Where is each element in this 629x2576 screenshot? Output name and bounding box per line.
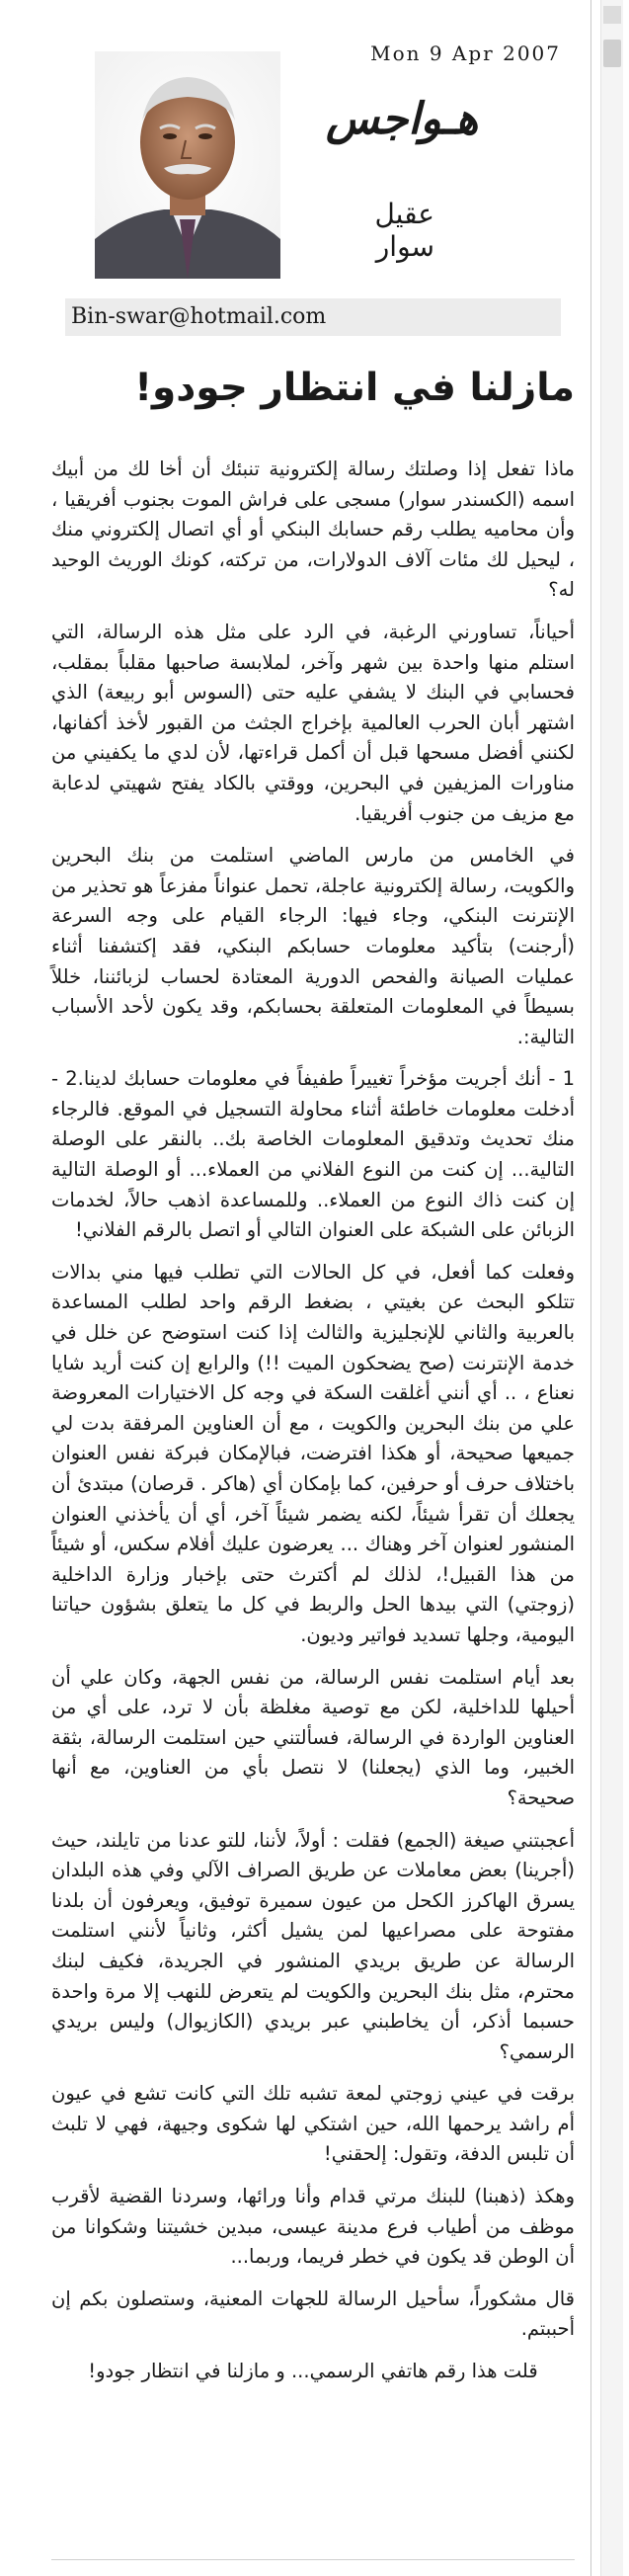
- author-name: عقيل سوار: [374, 198, 434, 263]
- article-paragraph: أحياناً، تساورني الرغبة، في الرد على مثل هذه الرسالة، التي استلم منها واحدة بين شهر وآخر، لملابسة صاحبها مقلباً بمقلب، فحسابي في البنك لا يشفي عليه حتى (السوس أبو ربيعة) الذي اشتهر أبان الحرب العالمية بإخراج الجثث من القبور لأخذ أكفانها، لكنني أفضل مسحها قبل أن أكمل قراءتها، لأن لدي ما يكفيني من مناورات المزيفين في البحرين، ووقتي بالكاد يفتح شهيتي لدعابة مع مزيف من جنوب أفريقيا.: [51, 620, 575, 825]
- article-paragraph: وهكذ (ذهبنا) للبنك مرتي قدام وأنا ورائها، وسردنا القضية لأقرب موظف من أطياب فرع مدينة عيسى، مبدين خشيتنا وشكوانا من أن الوطن قد يكون في خطر فريما، وربما...: [51, 2185, 575, 2269]
- article-closing-line: قلت هذا رقم هاتفي الرسمي... و مازلنا في انتظار جودو!: [88, 2360, 538, 2383]
- footer-divider: [51, 2559, 575, 2560]
- scroll-up-arrow[interactable]: [603, 6, 621, 24]
- publication-date: Mon 9 Apr 2007: [370, 42, 561, 65]
- author-photo: [95, 51, 280, 279]
- article-paragraph: بعد أيام استلمت نفس الرسالة، من نفس الجهة، وكان علي أن أحيلها للداخلية، لكن مع توصية مغلظة بأن لا ترد، على أي من العناوين الواردة في الرسالة، فسألتني حين استلمت الرسالة، بثقة الخبير، وما الذي (يجعلنا) لا نتصل بأي من العناوين، مع أنها صحيحة؟: [51, 1665, 575, 1809]
- article-paragraph: وفعلت كما أفعل، في كل الحالات التي تطلب فيها مني بدالات تتلكو البحث عن بغيتي ، بضغط الرقم واحد لطلب المساعدة بالعربية والثاني للإنجليزية والثالث إذا كنت استوضح عن خلل في خدمة الإنترنت (صح يضحكون الميت !!) والرابع إن كنت أريد شايا نعناع ، .. أي أنني أغلقت السكة في وجه كل الاختيارات المعروضة علي من بنك البحرين والكويت ، مع أن العناوين المرفقة بدت لي جميعها صحيحة، أو هكذا افترضت، فبالإمكان فبركة نفس العنوان باختلاف حرف أو حرفين، كما بإمكان أي (هاكر . قرصان) مبتدئ أن يجعلك أن تقرأ شيئاً، لكنه يضمر شيئاً آخر، أي أن يأخذني العنوان المنشور لعنوان آخر وهناك ... يعرضون عليك أفلام سكس، أو شيئاً من هذا القبيل!، لذلك لم أكترث حتى بإخبار وزارة الداخلية (زوجتي) التي بيدها الحل والربط في كل ما يتعلق بشؤون حياتنا اليومية، وجلها تسديد فواتير وديون.: [51, 1260, 575, 1646]
- article-paragraph: برقت في عيني زوجتي لمعة تشبه تلك التي كانت تشع في عيون أم راشد يرحمها الله، حين اشتكي لها شكوى وجيهة، فهي لا تلبث أن تلبس الدفة، وتقول: إلحقني!: [51, 2082, 575, 2166]
- article-paragraph: قال مشكوراً، سأحيل الرسالة للجهات المعنية، وستصلون بكم إن أحببتم.: [51, 2286, 575, 2341]
- scrollbar[interactable]: [600, 0, 623, 2576]
- author-email[interactable]: Bin-swar@hotmail.com: [65, 298, 561, 336]
- article-body: [51, 455, 575, 2399]
- article-paragraph: ماذا تفعل إذا وصلتك رسالة إلكترونية تنبئك أن أخا لك من أبيك اسمه (الكسندر سوار) مسجى على فراش الموت بجنوب أفريقيا ، وأن محاميه يطلب رقم حسابك البنكي أو أي اتصال إلكتروني منك ، ليحيل لك مئات آلاف الدولارات، من تركته، كونك الوريث الوحيد له؟: [51, 457, 575, 602]
- article-headline: مازلنا في انتظار جودو!: [134, 366, 575, 410]
- column-title: هـواجس: [326, 94, 479, 144]
- article-paragraph: في الخامس من مارس الماضي استلمت من بنك البحرين والكويت، رسالة إلكترونية عاجلة، تحمل عنواناً مفزعاً هو تحذير من الإنترنت البنكي، وجاء فيها: الرجاء القيام على وجه السرعة (أرجنت) بتأكيد معلومات حسابكم البنكي، فقد إكتشفنا أثناء عمليات الصيانة والفحص الدورية المعتادة لحساب لزبائننا، خللاً بسيطاً في المعلومات المتعلقة بحسابكم، وقد يكون لأحد الأسباب التالية:.: [51, 844, 575, 1048]
- article-paragraph: 1 - أنك أجريت مؤخراً تغييراً طفيفاً في معلومات حسابك لدينا.2 - أدخلت معلومات خاطئة أثناء محاولة التسجيل في الموقع. فالرجاء منك تحديث وتدقيق المعلومات الخاصة بك.. بالنقر على الوصلة التالية... إن كنت من النوع الفلاني من العملاء... أو الوصلة التالية إن كنت ذاك النوع من العملاء.. وللمساعدة اذهب حالاً، لخدمات الزبائن على الشبكة على العنوان التالي أو اتصل بالرقم الفلاني!: [51, 1067, 575, 1242]
- scrollbar-thumb[interactable]: [603, 40, 621, 67]
- column-divider: [590, 0, 591, 2576]
- article-paragraph: أعجبتني صيغة (الجمع) فقلت : أولاً، لأننا، للتو عدنا من تايلند، حيث (أجرينا) بعض معاملات عن طريق الصراف الآلي وفي هذه البلدان يسرق الهاكرز الكحل من عيون سميرة توفيق، ويعرفون أن بلدنا مفتوحة على مصراعيها لمن يشيل أكثر، وثانياً لأنني استلمت الرسالة عن طريق بريدي المنشور في الجريدة، فكيف لبنك محترم، مثل بنك البحرين والكويت لم يتعرض للنهب إلا مرة واحدة حسبما أذكر، أن يخاطبني عبر بريدي (الكازيوال) وليس بريدي الرسمي؟: [51, 1828, 575, 2063]
